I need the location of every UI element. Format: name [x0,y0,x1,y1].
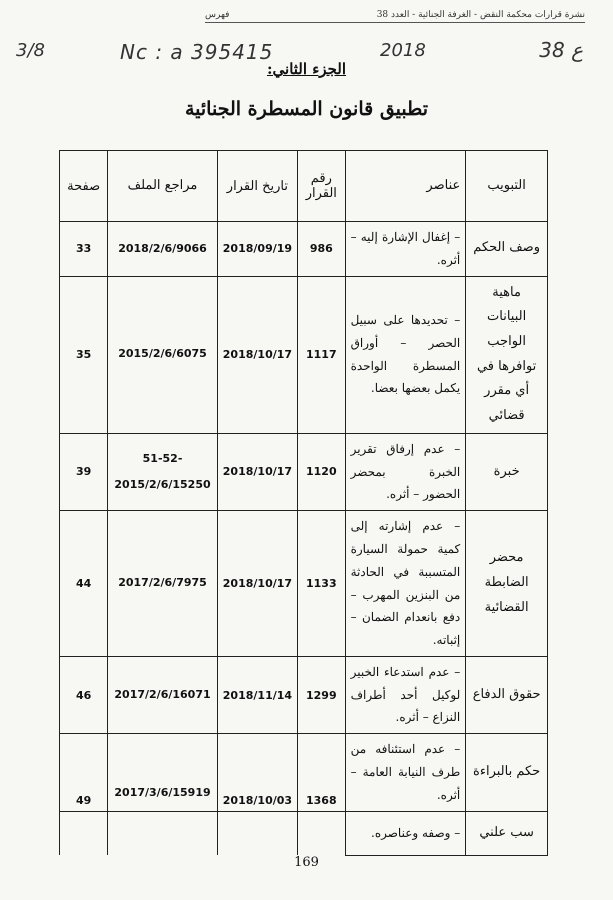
cell-elements: – عدم استدعاء الخبير لوكيل أحد أطراف النزاع – أثره. [345,656,466,733]
cell-topic: وصف الحكم [466,222,548,277]
handwritten-note-right: 38 ع [539,38,583,62]
cell-elements: – تحديدها على سبيل الحصر – أوراق المسطرة الواحدة يكمل بعضها بعضا. [345,276,466,433]
cell-elements: – وصفه وعناصره. [345,811,466,855]
cell-page: 39 [60,433,108,510]
cell-elements: – عدم إشارته إلى كمية حمولة السيارة المتسببة في الحادثة من البنزين المهرب – دفع بانعدام الضمان – إثباته. [345,511,466,657]
header-decision-number: رقم القرار [298,151,346,222]
cell-elements: – إغفال الإشارة إليه – أثره. [345,222,466,277]
table-header-row [60,151,548,222]
main-title: تطبيق قانون المسطرة الجنائية [184,98,429,120]
handwritten-year: 2018 [380,40,426,61]
table-row [60,811,548,855]
cell-topic: خبرة [466,433,548,510]
header-page: صفحة [60,151,108,222]
cell-topic: محضر الضابطة القضائية [466,511,548,657]
cell-topic: سب علني [466,811,548,855]
cell-page [60,811,108,855]
cell-page: 46 [60,656,108,733]
cell-decision-date: 2018/10/17 [217,433,297,510]
cell-file-reference: 2017/3/6/15919 [108,734,218,811]
cell-file-reference: 2018/2/6/9066 [108,222,218,277]
cell-file-reference: -51-52 2015/2/6/15250 [108,433,218,510]
cell-topic: ماهية البيانات الواجب توافرها في أي مقرر قضائي [466,276,548,433]
cell-decision-date: 2018/10/03 [217,734,297,811]
cell-topic: حكم بالبراءة [466,734,548,811]
cell-page: 49 [60,734,108,811]
cell-decision-date: 2018/11/14 [217,656,297,733]
page-number: 169 [294,855,319,870]
cell-elements: – عدم استئنافه من طرف النيابة العامة – أثره. [345,734,466,811]
cell-decision-date [217,811,297,855]
cell-topic: حقوق الدفاع [466,656,548,733]
cell-page: 33 [60,222,108,277]
cell-decision-number: 1368 [298,734,346,811]
cell-file-reference: 2017/2/6/16071 [108,656,218,733]
table-row [60,433,548,510]
cell-decision-date: 2018/10/17 [217,511,297,657]
running-header [205,10,585,23]
cell-decision-date: 2018/10/17 [217,276,297,433]
handwritten-note-left: 3/8 [16,40,45,61]
cell-decision-number: 1120 [298,433,346,510]
cell-page: 44 [60,511,108,657]
part-title: الجزء الثاني: [266,60,347,78]
header-elements: عناصر [345,151,466,222]
table-row [60,222,548,277]
cell-page: 35 [60,276,108,433]
cell-decision-date: 2018/09/19 [217,222,297,277]
running-header-word: فهرس [205,10,230,20]
cell-decision-number: 1133 [298,511,346,657]
decisions-table [59,150,548,856]
running-header-title: نشرة قرارات محكمة النقض - الغرفة الجنائية - العدد 38 [376,10,585,20]
table-row [60,276,548,433]
table-row [60,511,548,657]
cell-decision-number: 986 [298,222,346,277]
handwritten-registration-number: Nc : a 395415 [120,40,274,64]
cell-decision-number: 1299 [298,656,346,733]
cell-elements: – عدم إرفاق تقرير الخبرة بمحضر الحضور – أثره. [345,433,466,510]
cell-decision-number: 1117 [298,276,346,433]
header-topic: التبويب [466,151,548,222]
cell-file-reference: 2017/2/6/7975 [108,511,218,657]
header-decision-date: تاريخ القرار [217,151,297,222]
header-file-reference: مراجع الملف [108,151,218,222]
table-row [60,734,548,811]
table-row [60,656,548,733]
cell-file-reference [108,811,218,855]
cell-decision-number [298,811,346,855]
cell-file-reference: 2015/2/6/6075 [108,276,218,433]
